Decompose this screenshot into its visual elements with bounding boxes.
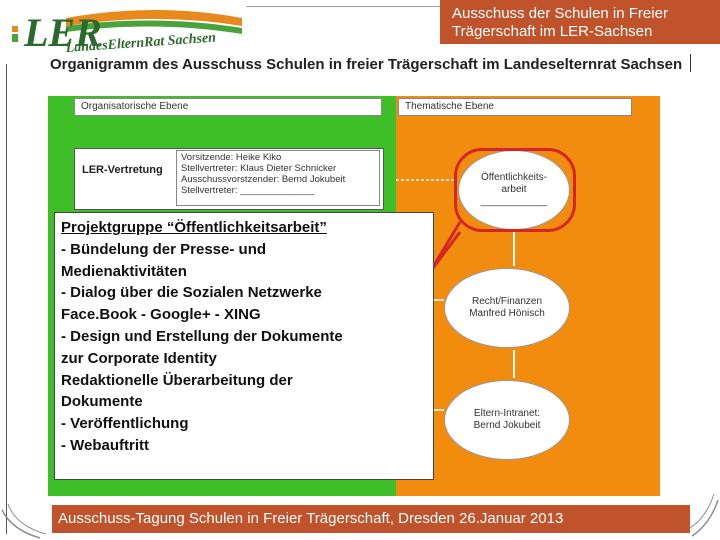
- node-parent-intranet: [444, 380, 570, 460]
- header-line-1: Ausschuss der Schulen in Freier: [452, 5, 668, 22]
- left-rule: [6, 64, 7, 534]
- callout-line: - Veröffentlichung: [61, 415, 189, 433]
- title-cursor-bar: [690, 54, 691, 72]
- node-label: ____________: [480, 196, 548, 207]
- callout-line: Dokumente: [61, 393, 143, 411]
- slide-title: Organigramm des Ausschuss Schulen in freier Trägerschaft im Landeselternrat Sachsen: [50, 56, 683, 73]
- node-label: Bernd Jokubeit: [473, 420, 541, 431]
- callout-line: Medienaktivitäten: [61, 262, 187, 280]
- node-law-finance: [444, 268, 570, 348]
- chair-line: Stellvertreter: ______________: [181, 185, 315, 196]
- corner-decoration-left: [0, 470, 50, 540]
- node-label: Eltern-Intranet:: [473, 408, 541, 419]
- node-label: Recht/Finanzen: [471, 296, 543, 307]
- node-label: Öffentlichkeits-: [481, 172, 547, 183]
- logo-text-top: LER: [24, 10, 102, 55]
- ler-representation-label: LER-Vertretung: [82, 164, 163, 176]
- callout-line: - Bündelung der Presse- und: [61, 240, 267, 258]
- highlight-ring: [454, 148, 576, 232]
- node-label: Manfred Hönisch: [469, 308, 545, 319]
- callout-line: Redaktionelle Überarbeitung der: [61, 371, 293, 389]
- callout-line: - Webauftritt: [61, 436, 150, 454]
- project-group-callout: [54, 212, 434, 480]
- thematic-header: Thematische Ebene: [398, 98, 632, 116]
- ler-logo: [6, 4, 246, 64]
- organizational-header: Organisatorische Ebene: [74, 98, 382, 116]
- top-divider: [246, 6, 440, 7]
- callout-line: - Design und Erstellung der Dokumente: [61, 327, 343, 345]
- footer-bar: Ausschuss-Tagung Schulen in Freier Trägerschaft, Dresden 26.Januar 2013: [52, 505, 690, 533]
- callout-heading: Projektgruppe “Öffentlichkeitsarbeit”: [61, 219, 327, 236]
- node-label: arbeit: [501, 184, 527, 195]
- header-line-2: Trägerschaft im LER-Sachsen: [452, 23, 653, 40]
- logo-text-bottom: LandesElternRat Sachsen: [65, 30, 217, 56]
- callout-line: - Dialog über die Sozialen Netzwerke: [61, 284, 322, 302]
- chair-line: Stellvertreter: Klaus Dieter Schnicker: [181, 163, 337, 174]
- corner-decoration-right: [690, 470, 720, 540]
- chair-box: [176, 150, 380, 206]
- callout-line: zur Corporate Identity: [61, 349, 217, 367]
- chair-line: Vorsitzende: Heike Kiko: [181, 152, 282, 163]
- callout-line: Face.Book - Google+ - XING: [61, 306, 261, 324]
- chair-line: Ausschussvorstzender: Bernd Jokubeit: [181, 174, 346, 185]
- header-box: [440, 0, 720, 44]
